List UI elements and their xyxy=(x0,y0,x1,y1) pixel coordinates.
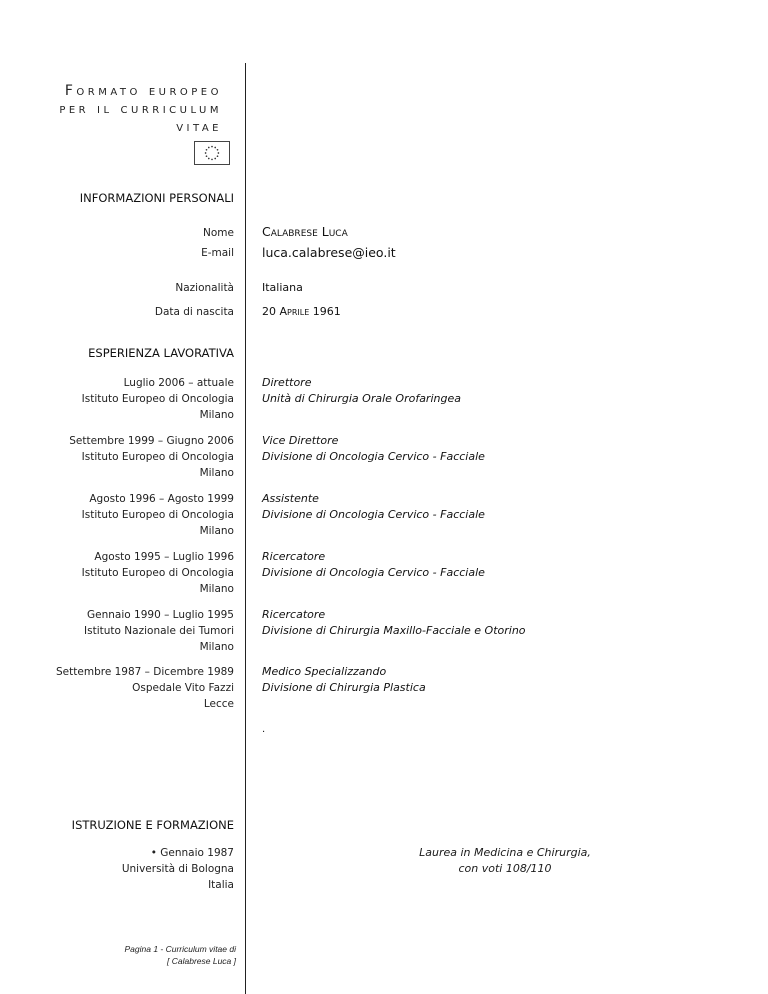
experience-role-3 xyxy=(262,491,485,523)
experience-city: Milano xyxy=(199,525,234,537)
experience-entry-5 xyxy=(84,607,234,655)
experience-period: Gennaio 1990 – Luglio 1995 xyxy=(87,609,234,621)
email-label: E-mail xyxy=(201,247,234,259)
experience-period: Agosto 1996 – Agosto 1999 xyxy=(89,493,234,505)
experience-role: Assistente xyxy=(262,492,319,505)
experience-unit: Divisione di Chirurgia Maxillo-Facciale e Otorino xyxy=(262,624,526,637)
experience-city: Milano xyxy=(199,641,234,653)
document-title xyxy=(59,82,222,136)
experience-unit: Divisione di Oncologia Cervico - Facciale xyxy=(262,508,485,521)
column-divider xyxy=(245,63,246,994)
experience-entry-3 xyxy=(82,491,234,539)
experience-role-4 xyxy=(262,549,485,581)
experience-role-5 xyxy=(262,607,526,639)
experience-unit: Divisione di Oncologia Cervico - Facciale xyxy=(262,566,485,579)
page-footer xyxy=(125,943,237,967)
experience-entry-1 xyxy=(82,375,234,423)
experience-entry-2 xyxy=(69,433,234,481)
title-line-2: per il curriculum xyxy=(59,101,222,117)
nationality-value: Italiana xyxy=(262,281,303,294)
experience-role-1 xyxy=(262,375,461,407)
experience-employer: Ospedale Vito Fazzi xyxy=(132,682,234,694)
birthdate-value: 20 Aprile 1961 xyxy=(262,305,341,318)
degree-line-2: con voti 108/110 xyxy=(458,862,552,875)
experience-employer: Istituto Europeo di Oncologia xyxy=(81,509,234,521)
footer-line-2: [ Calabrese Luca ] xyxy=(167,956,236,966)
education-country: Italia xyxy=(208,879,234,891)
experience-entry-4 xyxy=(82,549,234,597)
experience-role-2 xyxy=(262,433,485,465)
section-education: ISTRUZIONE E FORMAZIONE xyxy=(71,818,234,832)
nationality-label: Nazionalità xyxy=(175,282,234,294)
experience-period: Luglio 2006 – attuale xyxy=(123,377,234,389)
experience-city: Milano xyxy=(199,467,234,479)
experience-city: Lecce xyxy=(203,698,234,710)
experience-employer: Istituto Nazionale dei Tumori xyxy=(84,625,234,637)
experience-employer: Istituto Europeo di Oncologia xyxy=(81,393,234,405)
experience-employer: Istituto Europeo di Oncologia xyxy=(81,567,234,579)
experience-period: Settembre 1999 – Giugno 2006 xyxy=(69,435,234,447)
education-degree xyxy=(380,845,630,877)
education-date: • Gennaio 1987 xyxy=(150,847,234,859)
education-institution: Università di Bologna xyxy=(121,863,234,875)
email-value[interactable]: luca.calabrese@ieo.it xyxy=(262,245,396,260)
title-line-3: vitae xyxy=(176,119,222,135)
education-entry xyxy=(122,845,234,893)
experience-unit: Divisione di Oncologia Cervico - Facciale xyxy=(262,450,485,463)
stray-mark: . xyxy=(262,724,266,735)
name-label: Nome xyxy=(203,227,234,239)
experience-city: Milano xyxy=(199,409,234,421)
experience-role: Direttore xyxy=(262,376,312,389)
experience-period: Agosto 1995 – Luglio 1996 xyxy=(94,551,234,563)
birthdate-label: Data di nascita xyxy=(154,306,234,318)
section-personal-info: INFORMAZIONI PERSONALI xyxy=(79,191,234,205)
section-experience: ESPERIENZA LAVORATIVA xyxy=(88,346,234,360)
experience-role: Ricercatore xyxy=(262,608,326,621)
name-value: Calabrese Luca xyxy=(262,224,348,239)
experience-role: Vice Direttore xyxy=(262,434,339,447)
experience-role: Ricercatore xyxy=(262,550,326,563)
title-line-1: Formato europeo xyxy=(64,83,222,99)
experience-unit: Unità di Chirurgia Orale Orofaringea xyxy=(262,392,461,405)
footer-line-1: Pagina 1 - Curriculum vitae di xyxy=(124,944,236,954)
experience-employer: Istituto Europeo di Oncologia xyxy=(81,451,234,463)
degree-line-1: Laurea in Medicina e Chirurgia, xyxy=(419,846,591,859)
experience-entry-6 xyxy=(56,664,234,712)
experience-role-6 xyxy=(262,664,426,696)
eu-flag-icon xyxy=(194,141,230,165)
experience-unit: Divisione di Chirurgia Plastica xyxy=(262,681,426,694)
experience-role: Medico Specializzando xyxy=(262,665,387,678)
experience-period: Settembre 1987 – Dicembre 1989 xyxy=(56,666,234,678)
experience-city: Milano xyxy=(199,583,234,595)
